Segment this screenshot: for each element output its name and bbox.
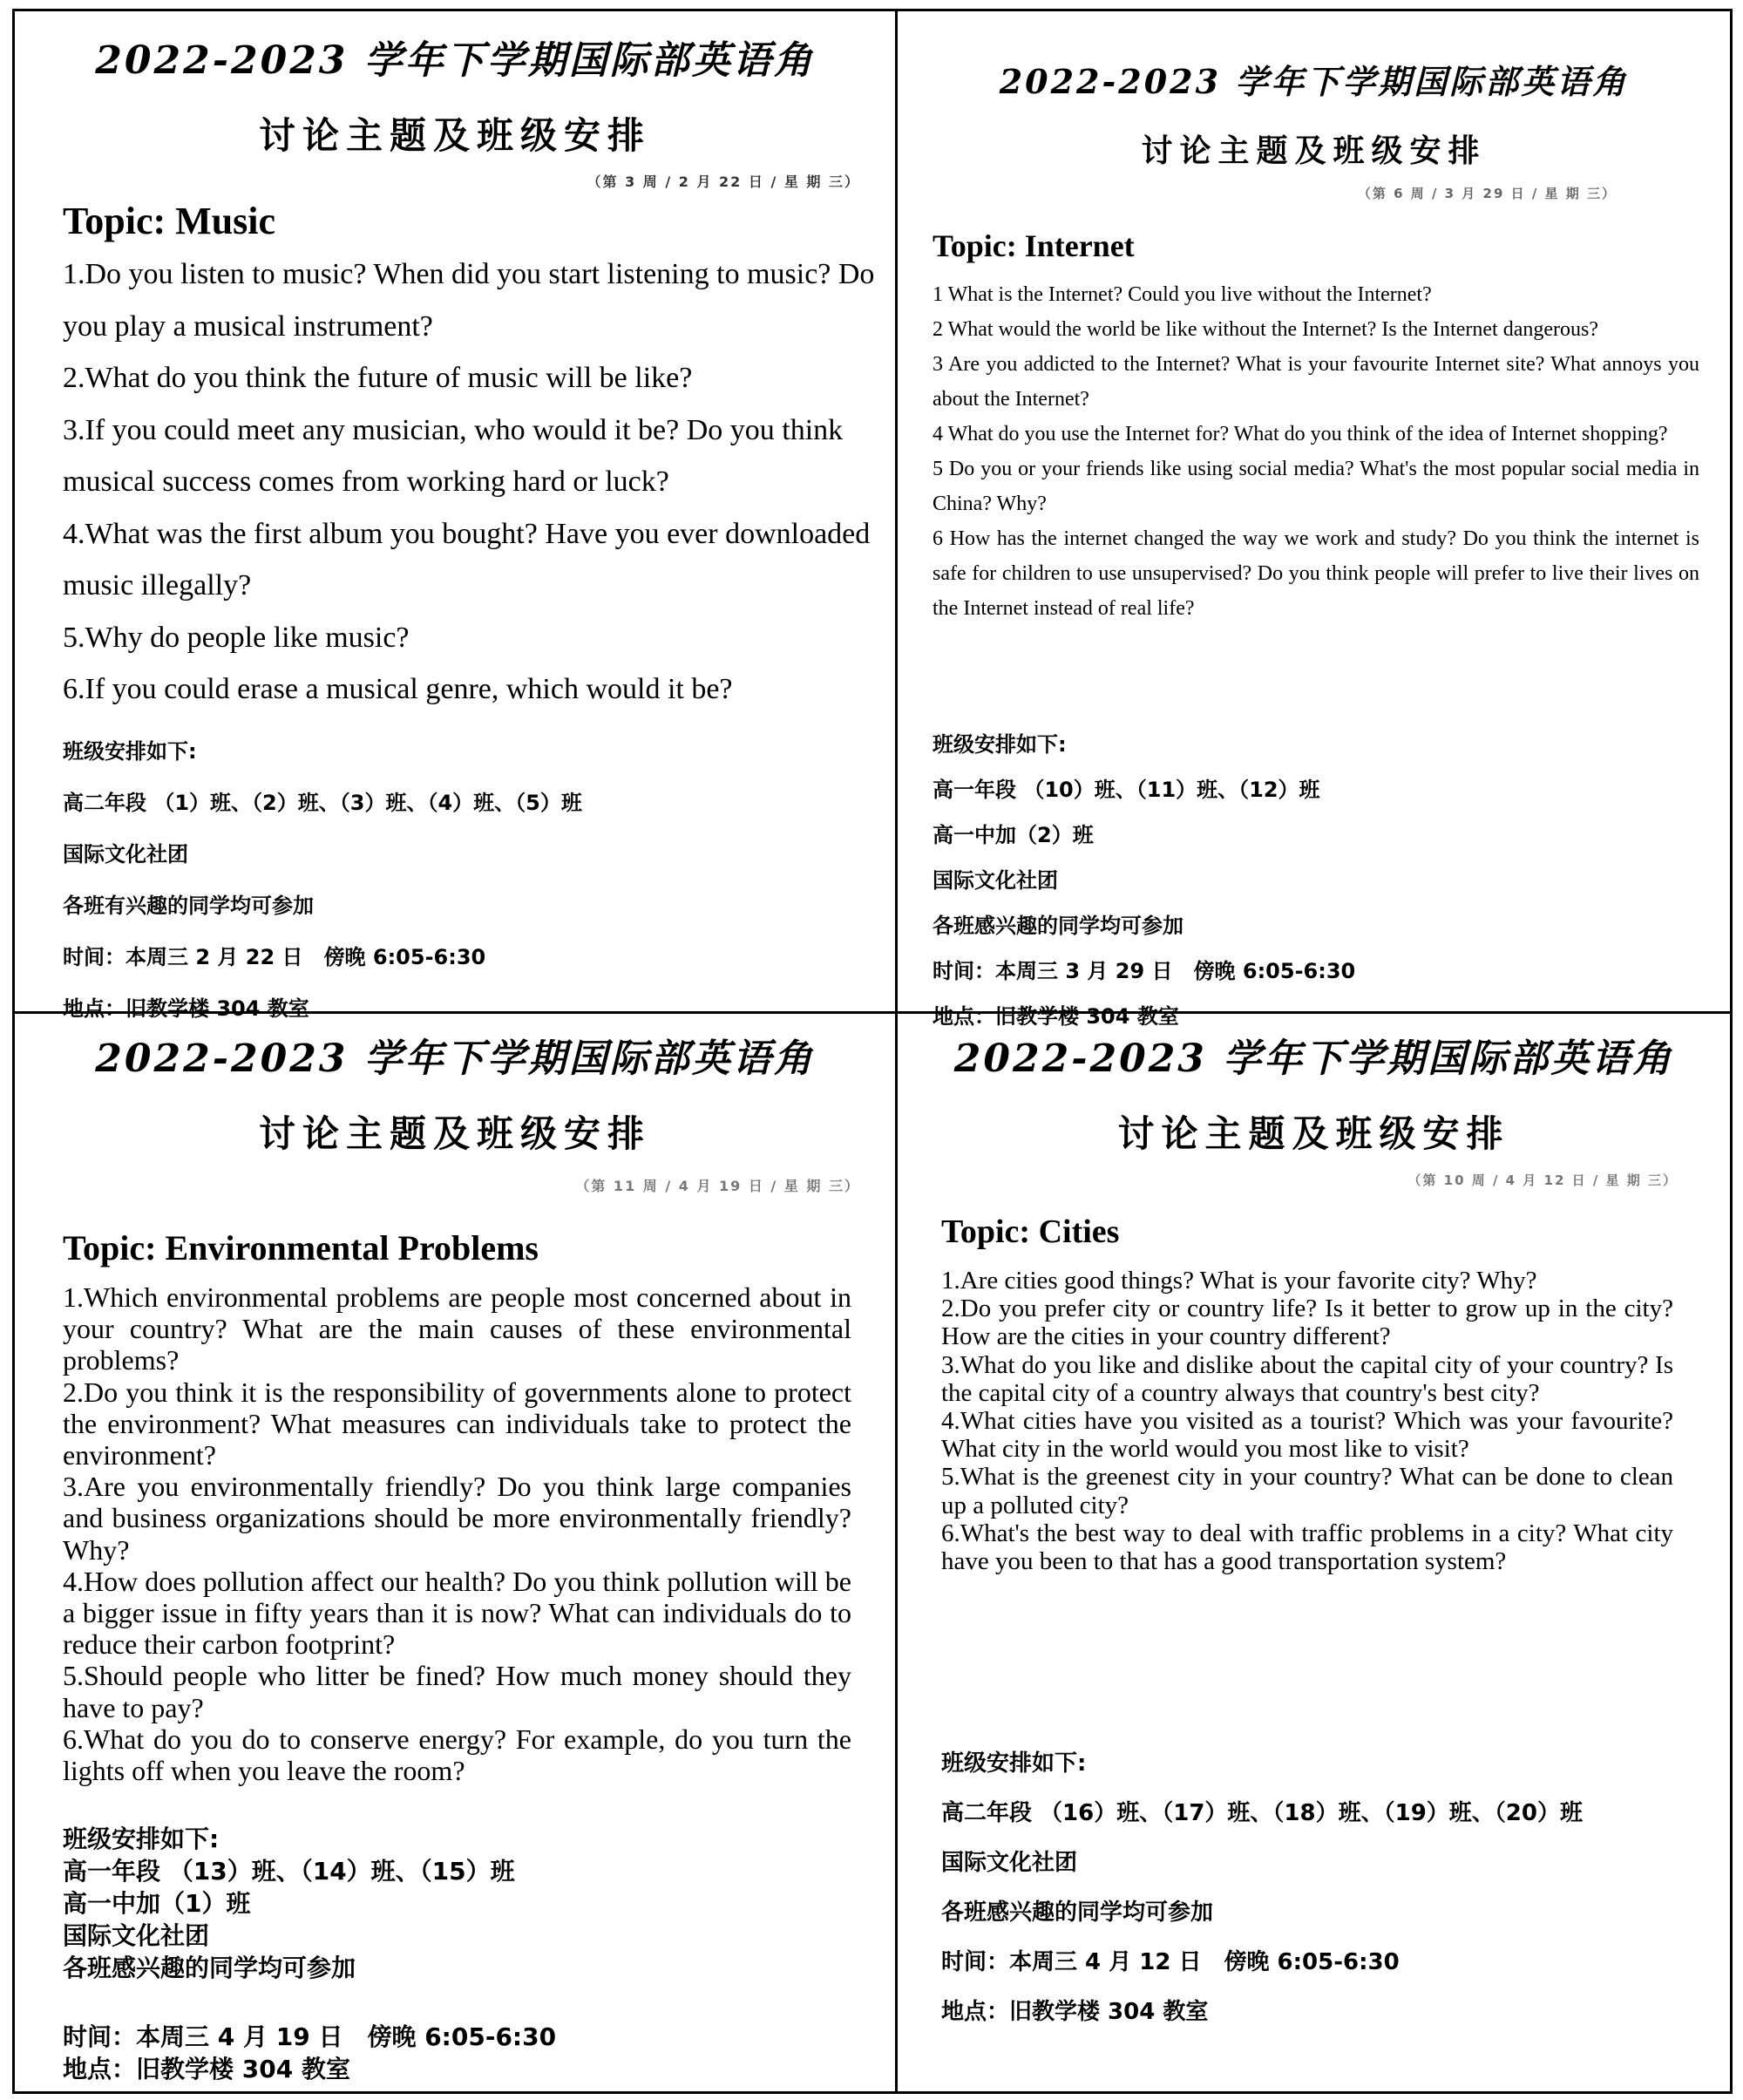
question-item: 1 What is the Internet? Could you live without the Internet? (933, 283, 1432, 306)
question-item: 6.What's the best way to deal with traffic problems in a city? What city have you been to that has a good transportation system? (941, 1519, 1673, 1576)
arrangement-heading: 班级安排如下: (63, 1825, 220, 1853)
topic-heading: Topic: Environmental Problems (63, 1228, 539, 1267)
arrangement-location: 地点：旧教学楼 304 教室 (933, 1004, 1179, 1029)
question-item: 1.Do you listen to music? When did you start listening to music? Do you play a musical instrument? (63, 258, 875, 343)
question-item: 3.What do you like and dislike about the capital city of your country? Is the capital city of a country always that country's best city? (941, 1350, 1673, 1407)
arrangement-club: 国际文化社团 (933, 868, 1058, 893)
panel-subtitle: 讨论主题及班级安排 (258, 1112, 651, 1155)
arrangement-extra-class: 高一中加（2）班 (933, 823, 1094, 847)
question-list (63, 248, 891, 716)
arrangement-open-note: 各班感兴趣的同学均可参加 (63, 1954, 356, 1982)
week-date-info: （第 11 周 / 4 月 19 日 / 星 期 三） (575, 1178, 860, 1194)
question-item: 5.What is the greenest city in your country? What can be done to clean up a polluted city? (941, 1463, 1673, 1519)
question-item: 3.Are you environmentally friendly? Do you think large companies and business organizations should be more environmentally friendly? Why? (63, 1471, 851, 1566)
panel-internet (898, 11, 1730, 1029)
topic-heading: Topic: Cities (941, 1213, 1120, 1250)
poster-sheet (12, 9, 1733, 2094)
question-item: 1.Which environmental problems are people most concerned about in your country? What are the main causes of these environmental problems? (63, 1281, 851, 1376)
panel-title: 2022-2023 学年下学期国际部英语角 (999, 62, 1629, 101)
question-list (933, 277, 1699, 626)
week-date-info: （第 3 周 / 2 月 22 日 / 星 期 三） (587, 173, 860, 190)
arrangement-open-note: 各班感兴趣的同学均可参加 (941, 1900, 1214, 1926)
question-item: 5 Do you or your friends like using social media? What's the most popular social media in China? Why? (933, 458, 1699, 515)
arrangement-open-note: 各班感兴趣的同学均可参加 (933, 914, 1183, 938)
arrangement-heading: 班级安排如下: (933, 732, 1067, 757)
question-item: 5.Why do people like music? (63, 621, 410, 654)
arrangement-club: 国际文化社团 (63, 1921, 210, 1950)
week-date-info: （第 6 周 / 3 月 29 日 / 星 期 三） (1357, 186, 1617, 201)
question-item: 4 What do you use the Internet for? What do you think of the idea of Internet shopping? (933, 423, 1668, 445)
arrangement-club: 国际文化社团 (941, 1850, 1078, 1876)
arrangement-classes: 高一年段 （10）班、（11）班、（12）班 (933, 778, 1320, 802)
panel-subtitle: 讨论主题及班级安排 (1141, 133, 1487, 169)
panel-title: 2022-2023 学年下学期国际部英语角 (95, 1036, 815, 1081)
arrangement-classes: 高一年段 （13）班、（14）班、（15）班 (63, 1857, 515, 1886)
question-item: 4.How does pollution affect our health? Do you think pollution will be a bigger issue in fifty years than it is now? What can individuals do to reduce their carbon footprint? (63, 1565, 851, 1661)
class-arrangement (63, 1823, 556, 2085)
question-item: 2 What would the world be like without the Internet? Is the Internet dangerous? (933, 318, 1598, 341)
panel-title: 2022-2023 学年下学期国际部英语角 (953, 1036, 1674, 1081)
question-item: 4.What was the first album you bought? Have you ever downloaded music illegally? (63, 517, 871, 601)
question-item: 4.What cities have you visited as a tourist? Which was your favourite? What city in the world would you most like to visit? (941, 1407, 1673, 1464)
question-item: 6 How has the internet changed the way we work and study? Do you think the internet is safe for children to use unsupervised? Do you think people will prefer to live their lives on the Internet instead of real life? (933, 527, 1699, 620)
arrangement-extra-class: 高一中加（1）班 (63, 1889, 251, 1918)
topic-heading: Topic: Internet (933, 228, 1135, 263)
panel-cities (898, 1014, 1730, 2091)
arrangement-club: 国际文化社团 (63, 842, 188, 867)
arrangement-time: 时间：本周三 2 月 22 日 傍晚 6:05-6:30 (63, 945, 486, 969)
question-item: 6.If you could erase a musical genre, which would it be? (63, 673, 733, 705)
class-arrangement (941, 1739, 1583, 2037)
panel-environmental-problems (15, 1014, 898, 2091)
question-item: 3 Are you addicted to the Internet? What is your favourite Internet site? What annoys you about the Internet? (933, 353, 1699, 411)
arrangement-heading: 班级安排如下: (941, 1750, 1087, 1777)
topic-heading: Topic: Music (63, 200, 276, 242)
question-item: 2.What do you think the future of music will be like? (63, 362, 693, 394)
arrangement-classes: 高二年段 （16）班、（17）班、（18）班、（19）班、（20）班 (941, 1800, 1583, 1826)
arrangement-time: 时间：本周三 4 月 12 日 傍晚 6:05-6:30 (941, 1949, 1400, 1975)
panel-subtitle: 讨论主题及班级安排 (258, 114, 651, 157)
spacer (63, 1984, 556, 2021)
question-item: 3.If you could meet any musician, who would it be? Do you think musical success comes from working hard or luck? (63, 413, 844, 498)
question-list (941, 1267, 1673, 1575)
arrangement-time: 时间：本周三 3 月 29 日 傍晚 6:05-6:30 (933, 959, 1356, 983)
week-date-info: （第 10 周 / 4 月 12 日 / 星 期 三） (1407, 1172, 1678, 1188)
arrangement-location: 地点：旧教学楼 304 教室 (63, 996, 309, 1021)
arrangement-location: 地点：旧教学楼 304 教室 (63, 2055, 350, 2083)
arrangement-location: 地点：旧教学楼 304 教室 (941, 1999, 1209, 2025)
panel-title: 2022-2023 学年下学期国际部英语角 (95, 38, 815, 83)
question-item: 5.Should people who litter be fined? How much money should they have to pay? (63, 1660, 851, 1723)
question-list (63, 1281, 851, 1786)
arrangement-classes: 高二年段 （1）班、（2）班、（3）班、（4）班、（5）班 (63, 791, 582, 815)
arrangement-heading: 班级安排如下: (63, 739, 197, 764)
panel-music (15, 11, 898, 1021)
class-arrangement (933, 722, 1356, 1029)
arrangement-time: 时间：本周三 4 月 19 日 傍晚 6:05-6:30 (63, 2022, 557, 2051)
question-item: 2.Do you prefer city or country life? Is it better to grow up in the city? How are the cities in your country different? (941, 1295, 1673, 1351)
arrangement-open-note: 各班有兴趣的同学均可参加 (63, 894, 314, 918)
panel-subtitle: 讨论主题及班级安排 (1117, 1112, 1510, 1155)
class-arrangement (63, 726, 582, 1035)
question-item: 1.Are cities good things? What is your favorite city? Why? (941, 1267, 1537, 1295)
question-item: 6.What do you do to conserve energy? For example, do you turn the lights off when you leave the room? (63, 1723, 851, 1787)
question-item: 2.Do you think it is the responsibility of governments alone to protect the environment? What measures can individuals take to protect the environment? (63, 1376, 851, 1471)
